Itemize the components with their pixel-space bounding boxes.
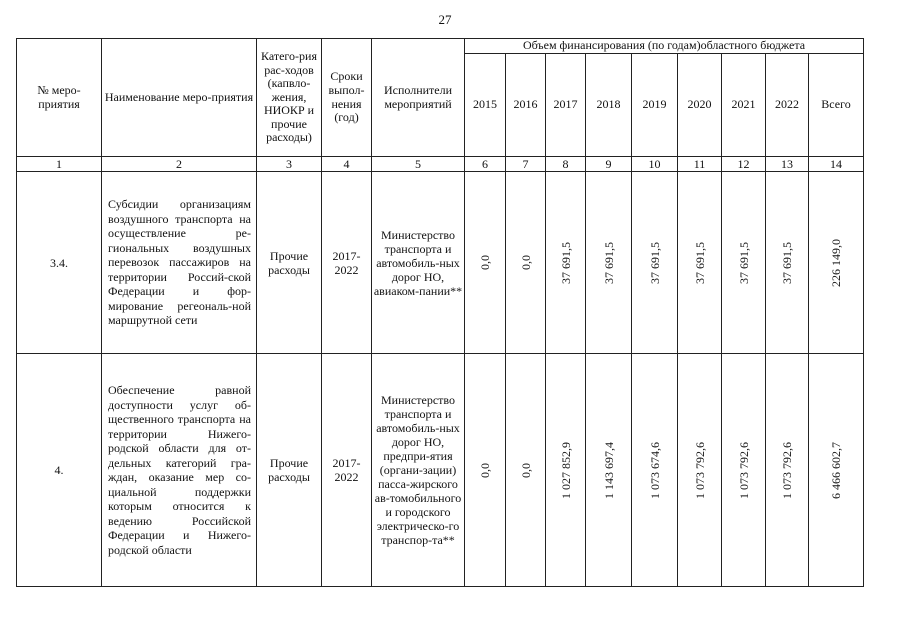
header-total: Всего [809, 54, 864, 157]
value-2020: 37 691,5 [678, 172, 722, 354]
header-year-2021: 2021 [722, 54, 766, 157]
page-number: 27 [438, 12, 452, 27]
value-total: 6 466 602,7 [809, 354, 864, 587]
measure-number: 3.4. [17, 172, 102, 354]
column-number: 14 [809, 157, 864, 172]
value-2020: 1 073 792,6 [678, 354, 722, 587]
header-year-2015: 2015 [465, 54, 506, 157]
value-2017: 1 027 852,9 [546, 354, 586, 587]
column-number: 7 [506, 157, 546, 172]
header-expense-category: Катего-рия рас-ходов (капвло-жения, НИОКР и прочие расходы) [257, 39, 322, 157]
value-2016: 0,0 [506, 172, 546, 354]
term: 2017-2022 [322, 172, 372, 354]
value-2021: 37 691,5 [722, 172, 766, 354]
header-term: Сроки выпол-нения (год) [322, 39, 372, 157]
header-year-2016: 2016 [506, 54, 546, 157]
value-2015: 0,0 [465, 354, 506, 587]
value-2021: 1 073 792,6 [722, 354, 766, 587]
column-number: 12 [722, 157, 766, 172]
table-row [17, 172, 864, 354]
value-2019: 1 073 674,6 [632, 354, 678, 587]
measure-name: Субсидии организациям воздушного транспорта на осуществление ре-гиональных воздушных перевозок пассажиров на территории Россий-ской Федерации и фор-мирование регеональ-ной маршрутной сети [102, 172, 257, 354]
header-year-2017: 2017 [546, 54, 586, 157]
header-year-2022: 2022 [766, 54, 809, 157]
value-2018: 1 143 697,4 [586, 354, 632, 587]
expense-category: Прочие расходы [257, 172, 322, 354]
value-2022: 1 073 792,6 [766, 354, 809, 587]
column-number: 2 [102, 157, 257, 172]
measure-number: 4. [17, 354, 102, 587]
header-measure-name: Наименование меро-приятия [102, 39, 257, 157]
header-funding-group: Объем финансирования (по годам)областного бюджета [465, 39, 864, 54]
column-number: 4 [322, 157, 372, 172]
column-number: 13 [766, 157, 809, 172]
executors: Министерство транспорта и автомобиль-ных дорог НО, предпри-ятия (органи-зации) пасса-жирского ав-томобильного и городского электрическо-го транспор-та** [372, 354, 465, 587]
column-number: 6 [465, 157, 506, 172]
column-number: 5 [372, 157, 465, 172]
executors: Министерство транспорта и автомобиль-ных дорог НО, авиаком-пании** [372, 172, 465, 354]
value-total: 226 149,0 [809, 172, 864, 354]
column-number: 3 [257, 157, 322, 172]
header-year-2018: 2018 [586, 54, 632, 157]
header-year-2019: 2019 [632, 54, 678, 157]
header-year-2020: 2020 [678, 54, 722, 157]
value-2018: 37 691,5 [586, 172, 632, 354]
funding-table [16, 38, 864, 587]
value-2015: 0,0 [465, 172, 506, 354]
column-number: 1 [17, 157, 102, 172]
value-2016: 0,0 [506, 354, 546, 587]
table-row [17, 354, 864, 587]
column-number: 8 [546, 157, 586, 172]
value-2022: 37 691,5 [766, 172, 809, 354]
header-measure-number: № меро-приятия [17, 39, 102, 157]
value-2017: 37 691,5 [546, 172, 586, 354]
expense-category: Прочие расходы [257, 354, 322, 587]
header-executors: Исполнители мероприятий [372, 39, 465, 157]
column-number: 11 [678, 157, 722, 172]
value-2019: 37 691,5 [632, 172, 678, 354]
column-number: 9 [586, 157, 632, 172]
measure-name: Обеспечение равной доступности услуг об-щественного транспорта на территории Нижего-родской области для от-дельных категорий гра-ждан, оказание мер со-циальной поддержки которым относится к ведению Российской Федерации и Нижего-родской области [102, 354, 257, 587]
column-number: 10 [632, 157, 678, 172]
term: 2017-2022 [322, 354, 372, 587]
